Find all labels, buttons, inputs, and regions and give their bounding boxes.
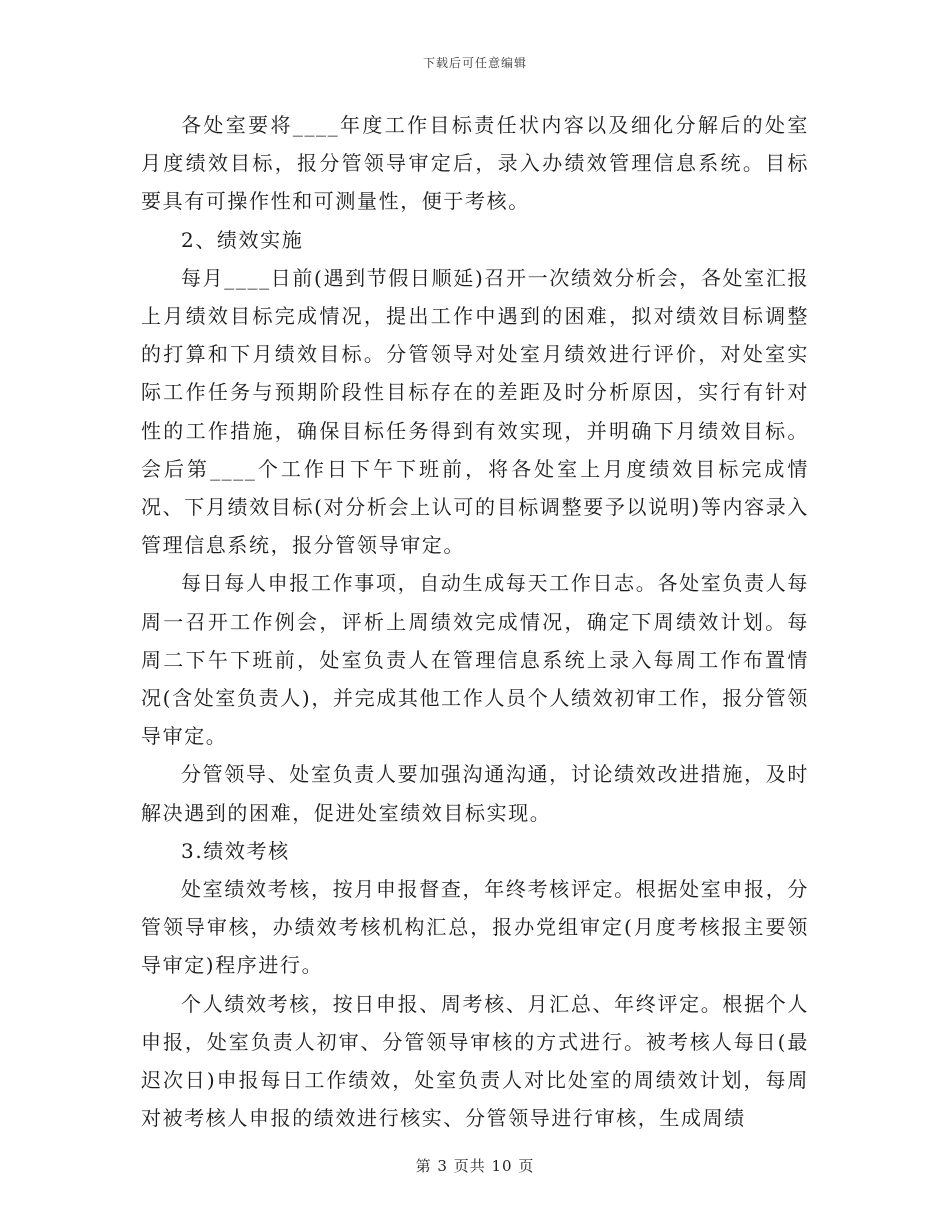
page-number: 第 3 页共 10 页 [415, 1157, 535, 1175]
paragraph-individual-assessment: 个人绩效考核，按日申报、周考核、月汇总、年终评定。根据个人申报，处室负责人初审、分管领导审核的方式进行。被考核人每日(最迟次日)申报每日工作绩效，处室负责人对比处室的周绩效计划，每周对被考核人申报的绩效进行核实、分管领导进行审核，生成周绩 [141, 991, 809, 1131]
section-heading-assessment: 3.绩效考核 [181, 838, 290, 863]
paragraph-office-assessment: 处室绩效考核，按月申报督查，年终考核评定。根据处室申报，分管领导审核，办绩效考核机构汇总，报办党组审定(月度考核报主要领导审定)程序进行。 [141, 877, 809, 978]
paragraph-targets: 各处室要将____年度工作目标责任状内容以及细化分解后的处室月度绩效目标，报分管领导审定后，录入办绩效管理信息系统。目标要具有可操作性和可测量性，便于考核。 [141, 113, 809, 214]
section-heading-implementation: 2、绩效实施 [181, 227, 304, 252]
paragraph-daily-reporting: 每日每人申报工作事项，自动生成每天工作日志。各处室负责人每周一召开工作例会，评析上周绩效完成情况，确定下周绩效计划。每周二下午下班前，处室负责人在管理信息系统上录入每周工作布置情况(含处室负责人)，并完成其他工作人员个人绩效初审工作，报分管领导审定。 [141, 571, 809, 749]
page-header: 下载后可任意编辑 [422, 56, 527, 70]
paragraph-communication: 分管领导、处室负责人要加强沟通沟通，讨论绩效改进措施，及时解决遇到的困难，促进处室绩效目标实现。 [141, 762, 809, 825]
paragraph-monthly-analysis: 每月____日前(遇到节假日顺延)召开一次绩效分析会，各处室汇报上月绩效目标完成情况，提出工作中遇到的困难，拟对绩效目标调整的打算和下月绩效目标。分管领导对处室月绩效进行评价，对处室实际工作任务与预期阶段性目标存在的差距及时分析原因，实行有针对性的工作措施，确保目标任务得到有效实现，并明确下月绩效目标。会后第____个工作日下午下班前，将各处室上月度绩效目标完成情况、下月绩效目标(对分析会上认可的目标调整要予以说明)等内容录入管理信息系统，报分管领导审定。 [141, 265, 809, 558]
document-body [141, 106, 809, 1137]
